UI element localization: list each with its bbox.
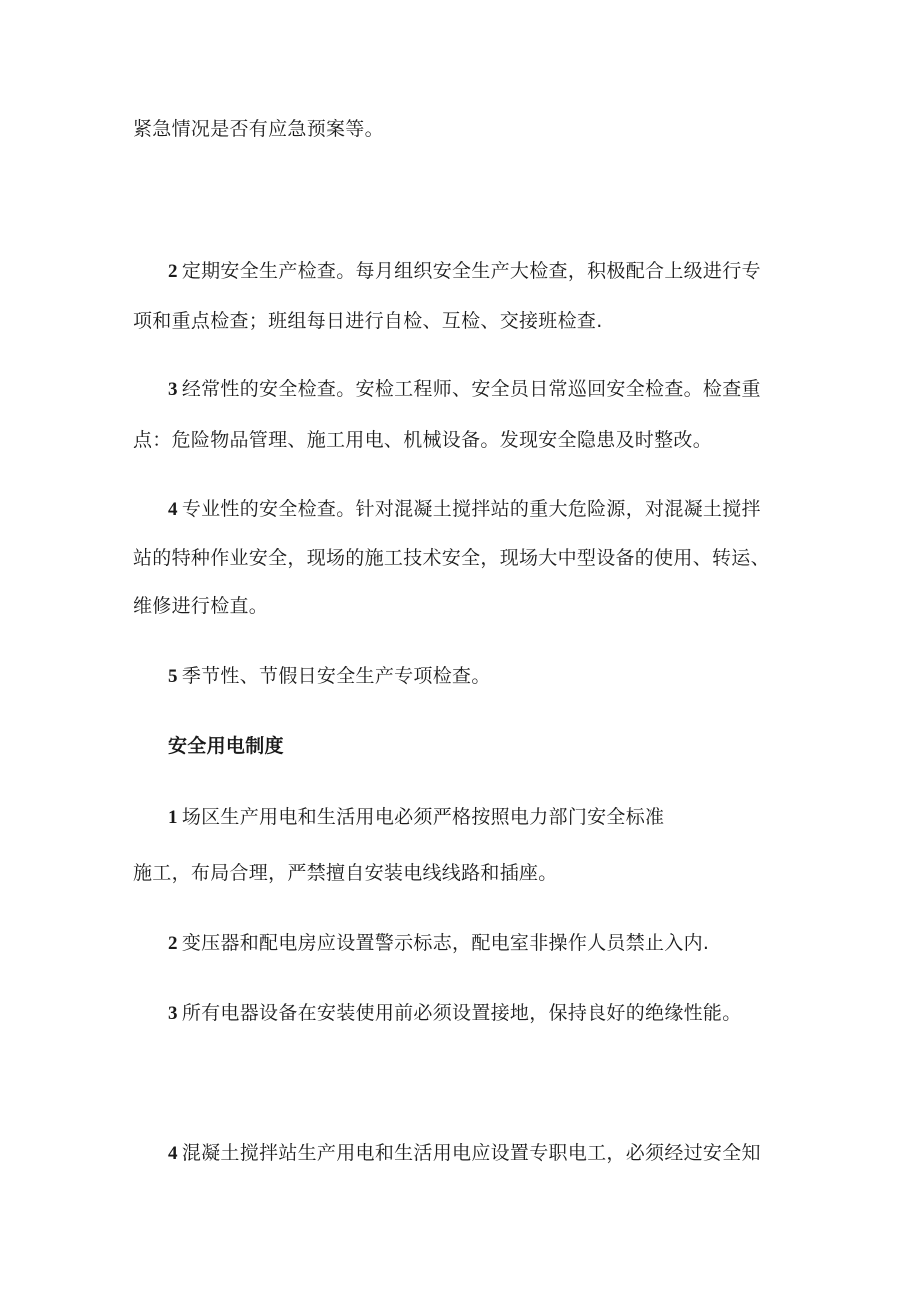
item-number: 2 <box>168 933 178 954</box>
item-number: 4 <box>168 499 178 520</box>
item-text: 定期安全生产检查。每月组织安全生产大检查，积极配合上级进行专 <box>181 260 761 282</box>
inspection-item-3-line-2: 点：危险物品管理、施工用电、机械设备。发现安全隐患及时整改。 <box>133 429 713 451</box>
inspection-item-2-line-1 <box>168 258 761 285</box>
inspection-item-5-line-1 <box>168 663 491 690</box>
paragraph-continuation: 紧急情况是否有应急预案等。 <box>133 118 384 140</box>
item-text: 专业性的安全检查。针对混凝土搅拌站的重大危险源，对混凝土搅拌 <box>181 498 761 520</box>
electric-item-3-line-1 <box>168 1000 742 1027</box>
item-text: 场区生产用电和生活用电必须严格按照电力部门安全标准 <box>181 806 665 828</box>
item-number: 3 <box>168 379 178 400</box>
item-text: 变压器和配电房应设置警示标志，配电室非操作人员禁止入内. <box>181 932 710 954</box>
electric-item-2-line-1 <box>168 930 709 957</box>
item-number: 2 <box>168 261 178 282</box>
item-text: 所有电器设备在安装使用前必须设置接地，保持良好的绝缘性能。 <box>181 1002 742 1024</box>
inspection-item-4-line-2: 站的特种作业安全，现场的施工技术安全，现场大中型设备的使用、转运、 <box>133 547 770 569</box>
item-number: 5 <box>168 666 178 687</box>
item-text: 季节性、节假日安全生产专项检查。 <box>181 665 491 687</box>
section-heading: 安全用电制度 <box>168 735 284 757</box>
electric-item-4-line-1 <box>168 1140 761 1167</box>
inspection-item-4-line-3: 维修进行检直。 <box>133 595 269 617</box>
item-number: 3 <box>168 1003 178 1024</box>
item-text: 混凝土搅拌站生产用电和生活用电应设置专职电工，必须经过安全知 <box>181 1142 761 1164</box>
electric-item-1-line-2: 施工，布局合理，严禁擅自安装电线线路和插座。 <box>133 862 558 884</box>
item-number: 1 <box>168 807 178 828</box>
inspection-item-2-line-2: 项和重点检查；班组每日进行自检、互检、交接班检查. <box>133 310 603 332</box>
inspection-item-4-line-1 <box>168 496 761 523</box>
item-number: 4 <box>168 1143 178 1164</box>
item-text: 经常性的安全检查。安检工程师、安全员日常巡回安全检查。检查重 <box>181 378 761 400</box>
inspection-item-3-line-1 <box>168 376 761 403</box>
electric-item-1-line-1 <box>168 804 664 831</box>
